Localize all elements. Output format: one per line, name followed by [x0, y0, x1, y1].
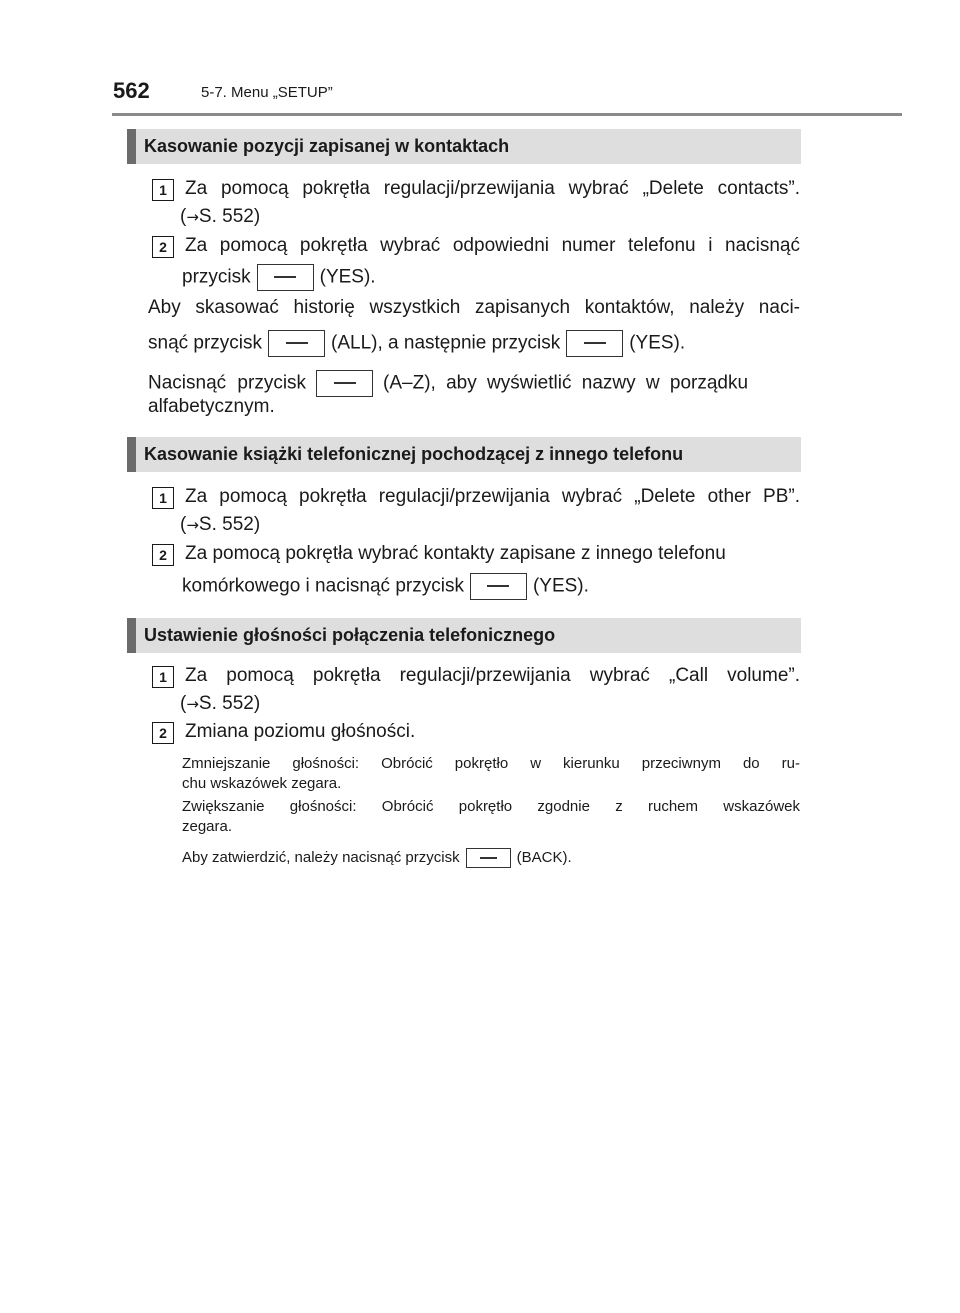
paragraph-line: Aby skasować historię wszystkich zapisanych kontaktów, należy naci- [148, 297, 800, 318]
section-heading-call-volume [127, 618, 801, 653]
page-reference: (→S. 552) [180, 206, 261, 227]
text-segment: (YES). [629, 332, 686, 354]
text-segment: Nacisnąć przycisk [148, 372, 307, 394]
step-text-line [182, 573, 589, 600]
paragraph-line: alfabetycznym. [148, 396, 275, 417]
step-text: Za pomocą pokrętła regulacji/przewijania wybrać „Call volume”. [185, 665, 800, 686]
text-segment: (A–Z), aby wyświetlić nazwy w porządku [383, 372, 749, 394]
yes-button-icon [470, 573, 527, 600]
text-segment: Aby zatwierdzić, należy nacisnąć przycisk [182, 849, 460, 866]
arrow-right-icon: → [186, 208, 199, 226]
chapter-title: 5-7. Menu „SETUP” [201, 84, 333, 101]
text-segment: (BACK). [516, 849, 572, 866]
step-text: Za pomocą pokrętła wybrać kontakty zapisane z innego telefonu [185, 543, 726, 564]
step-text: Za pomocą pokrętła regulacji/przewijania wybrać „Delete other PB”. [185, 486, 800, 507]
paragraph-line [148, 330, 685, 357]
step-number-badge: 2 [152, 236, 174, 258]
header-rule [112, 113, 902, 116]
section-title: Kasowanie pozycji zapisanej w kontaktach [144, 136, 510, 156]
step-text: Zmiana poziomu głośności. [185, 721, 416, 742]
arrow-right-icon: → [186, 516, 199, 534]
section-title: Ustawienie głośności połączenia telefonicznego [144, 625, 556, 645]
page-header [113, 78, 873, 108]
reference-text: S. 552) [198, 514, 261, 535]
text-segment: przycisk [182, 266, 251, 288]
step-text-line [182, 264, 376, 291]
text-segment: (YES). [532, 575, 589, 597]
text-segment: komórkowego i nacisnąć przycisk [182, 575, 464, 597]
text-segment: (YES). [319, 266, 376, 288]
section-title: Kasowanie książki telefonicznej pochodzącej z innego telefonu [144, 444, 684, 464]
arrow-right-icon: → [186, 695, 199, 713]
reference-text: S. 552) [198, 693, 261, 714]
note-line [182, 848, 572, 868]
section-heading-delete-contact [127, 129, 801, 164]
step-number-badge: 1 [152, 487, 174, 509]
note-line: zegara. [182, 818, 233, 835]
yes-button-icon [257, 264, 314, 291]
all-button-icon [268, 330, 325, 357]
page-number: 562 [113, 78, 150, 103]
step-text: Za pomocą pokrętła wybrać odpowiedni numer telefonu i nacisnąć [185, 235, 800, 256]
step-number-badge: 1 [152, 179, 174, 201]
paragraph-line [148, 370, 800, 397]
text-segment: (ALL), a następnie przycisk [331, 332, 561, 354]
reference-text: S. 552) [198, 206, 261, 227]
back-button-icon [466, 848, 511, 868]
az-button-icon [316, 370, 373, 397]
step-number-badge: 2 [152, 544, 174, 566]
text-segment: snąć przycisk [148, 332, 263, 354]
step-number-badge: 2 [152, 722, 174, 744]
note-line: chu wskazówek zegara. [182, 775, 342, 792]
yes-button-icon [566, 330, 623, 357]
section-heading-delete-other-pb [127, 437, 801, 472]
step-number-badge: 1 [152, 666, 174, 688]
step-text: Za pomocą pokrętła regulacji/przewijania wybrać „Delete contacts”. [185, 178, 800, 199]
note-line: Zmniejszanie głośności: Obrócić pokrętło w kierunku przeciwnym do ru- [182, 755, 800, 772]
page-reference: (→S. 552) [180, 514, 261, 535]
note-line: Zwiększanie głośności: Obrócić pokrętło zgodnie z ruchem wskazówek [182, 798, 800, 815]
page-reference: (→S. 552) [180, 693, 261, 714]
